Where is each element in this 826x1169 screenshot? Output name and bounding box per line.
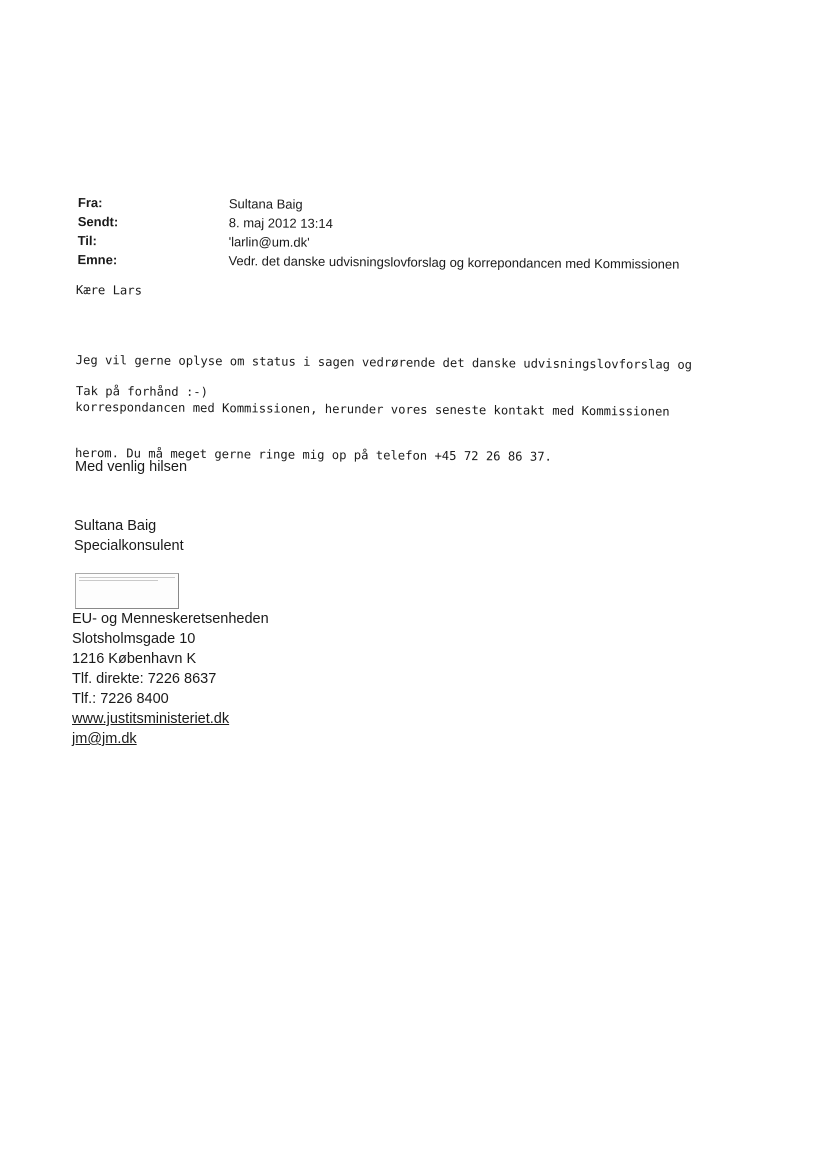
email-link[interactable]: jm@jm.dk xyxy=(72,731,137,747)
thanks-line: Tak på forhånd :-) xyxy=(75,384,209,400)
salutation: Kære Lars xyxy=(75,283,143,298)
signature-name-block xyxy=(74,516,184,556)
sent-value: 8. maj 2012 13:14 xyxy=(228,215,333,232)
logo-placeholder xyxy=(75,573,179,609)
subject-value: Vedr. det danske udvisningslovforslag og korrepondancen med Kommissionen xyxy=(228,253,680,272)
city-address: 1216 København K xyxy=(72,651,197,667)
from-label: Fra: xyxy=(77,194,103,211)
signature-contact-block xyxy=(72,609,269,749)
signature-name: Sultana Baig xyxy=(74,518,157,534)
street-address: Slotsholmsgade 10 xyxy=(72,631,196,647)
subject-label: Emne: xyxy=(77,251,118,268)
to-label: Til: xyxy=(77,232,97,249)
phone-main: Tlf.: 7226 8400 xyxy=(72,691,169,707)
to-value: 'larlin@um.dk' xyxy=(228,234,310,250)
body-line: korrespondancen med Kommissionen, herunder vores seneste kontakt med Kommissionen xyxy=(75,399,670,419)
email-header xyxy=(77,193,778,274)
from-value: Sultana Baig xyxy=(228,196,303,212)
website-link[interactable]: www.justitsministeriet.dk xyxy=(72,711,230,727)
body-line: Jeg vil gerne oplyse om status i sagen vedrørende det danske udvisningslovforslag og xyxy=(75,352,693,372)
body-line: herom. Du må meget gerne ringe mig op på telefon +45 72 26 86 37. xyxy=(74,445,552,464)
subject-row xyxy=(77,250,777,274)
closing: Med venlig hilsen xyxy=(75,459,188,475)
phone-direct: Tlf. direkte: 7226 8637 xyxy=(72,671,217,687)
sent-label: Sendt: xyxy=(77,213,119,230)
department: EU- og Menneskeretsenheden xyxy=(72,611,269,627)
signature-title: Specialkonsulent xyxy=(74,538,184,554)
